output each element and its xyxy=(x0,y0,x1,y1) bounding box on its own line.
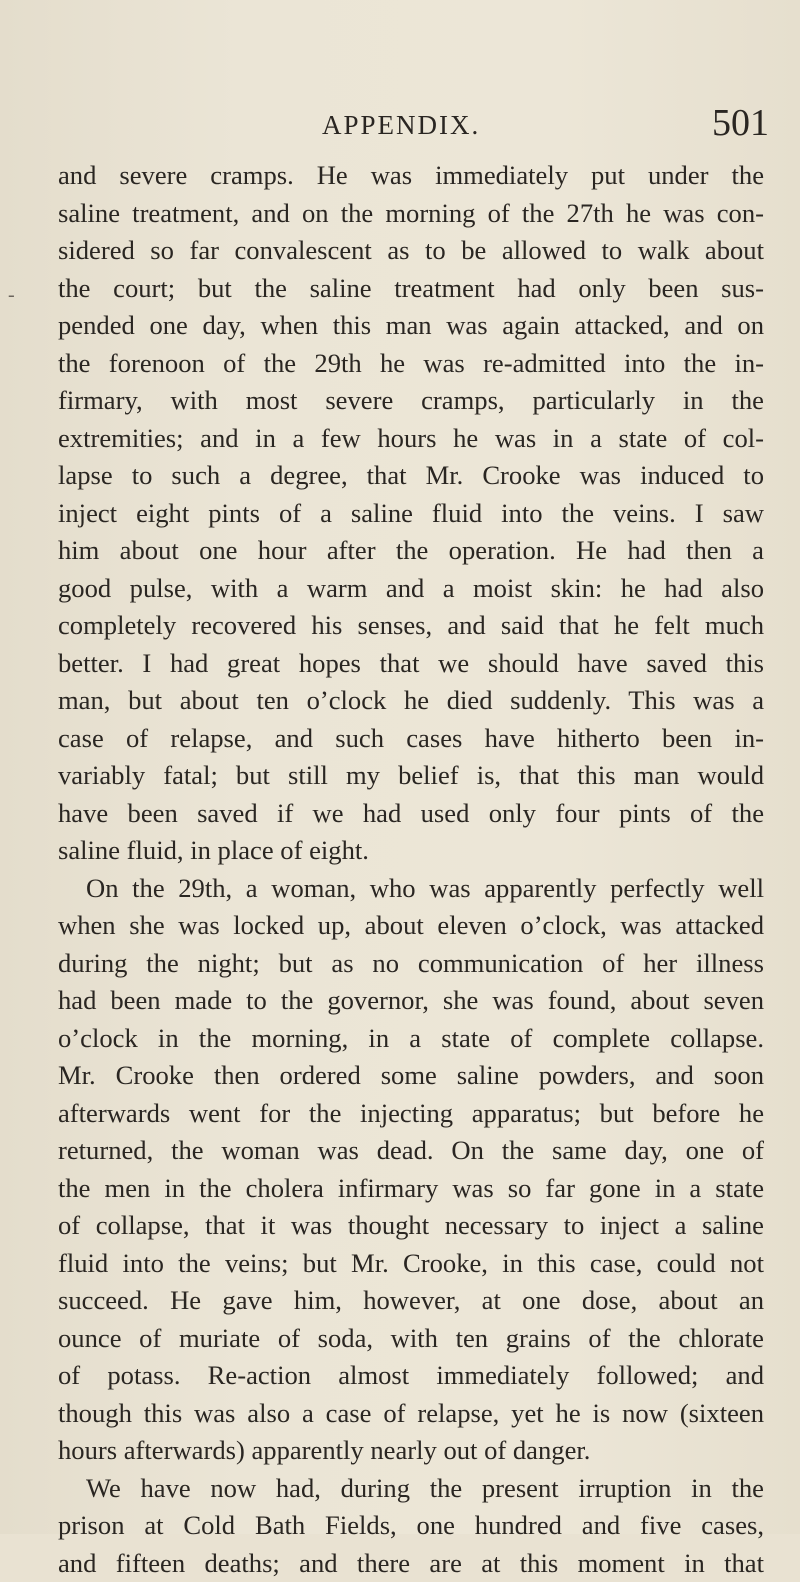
text-line: sidered so far convalescent as to be allowed to walk about xyxy=(58,232,764,270)
text-line: Mr. Crooke then ordered some saline powders, and soon xyxy=(58,1057,764,1095)
text-line: succeed. He gave him, however, at one dose, about an xyxy=(58,1282,764,1320)
text-line: We have now had, during the present irruption in the xyxy=(58,1470,764,1508)
text-line: case of relapse, and such cases have hitherto been in- xyxy=(58,720,764,758)
text-line: though this was also a case of relapse, yet he is now (sixteen xyxy=(58,1395,764,1433)
text-line: the forenoon of the 29th he was re-admitted into the in- xyxy=(58,345,764,383)
text-line: better. I had great hopes that we should have saved this xyxy=(58,645,764,683)
text-line: had been made to the governor, she was found, about seven xyxy=(58,982,764,1020)
page-number: 501 xyxy=(712,101,769,145)
text-line: have been saved if we had used only four pints of the xyxy=(58,795,764,833)
text-line: prison at Cold Bath Fields, one hundred and five cases, xyxy=(58,1507,764,1545)
text-line: of potass. Re-action almost immediately followed; and xyxy=(58,1357,764,1395)
text-line: when she was locked up, about eleven o’clock, was attacked xyxy=(58,907,764,945)
text-line: completely recovered his senses, and said that he felt much xyxy=(58,607,764,645)
text-line: variably fatal; but still my belief is, that this man would xyxy=(58,757,764,795)
text-line: hours afterwards) apparently nearly out of danger. xyxy=(58,1432,764,1470)
text-line: o’clock in the morning, in a state of complete collapse. xyxy=(58,1020,764,1058)
text-line: pended one day, when this man was again attacked, and on xyxy=(58,307,764,345)
text-line: inject eight pints of a saline fluid into the veins. I saw xyxy=(58,495,764,533)
text-line: fluid into the veins; but Mr. Crooke, in this case, could not xyxy=(58,1245,764,1283)
text-line: of collapse, that it was thought necessary to inject a saline xyxy=(58,1207,764,1245)
text-line: good pulse, with a warm and a moist skin: he had also xyxy=(58,570,764,608)
body-text xyxy=(58,157,764,1582)
text-line: during the night; but as no communication of her illness xyxy=(58,945,764,983)
text-line: the men in the cholera infirmary was so far gone in a state xyxy=(58,1170,764,1208)
text-line: lapse to such a degree, that Mr. Crooke was induced to xyxy=(58,457,764,495)
text-line: firmary, with most severe cramps, particularly in the xyxy=(58,382,764,420)
text-line: the court; but the saline treatment had only been sus- xyxy=(58,270,764,308)
text-line: saline fluid, in place of eight. xyxy=(58,832,764,870)
text-line: On the 29th, a woman, who was apparently perfectly well xyxy=(58,870,764,908)
running-head xyxy=(0,98,800,138)
text-line: him about one hour after the operation. He had then a xyxy=(58,532,764,570)
text-line: saline treatment, and on the morning of the 27th he was con- xyxy=(58,195,764,233)
text-line: and severe cramps. He was immediately put under the xyxy=(58,157,764,195)
margin-mark: - xyxy=(8,284,15,307)
text-line: ounce of muriate of soda, with ten grains of the chlorate xyxy=(58,1320,764,1358)
text-line: man, but about ten o’clock he died suddenly. This was a xyxy=(58,682,764,720)
text-line: and fifteen deaths; and there are at this moment in that xyxy=(58,1545,764,1582)
text-line: returned, the woman was dead. On the same day, one of xyxy=(58,1132,764,1170)
running-title: APPENDIX. xyxy=(322,110,480,141)
text-line: extremities; and in a few hours he was in a state of col- xyxy=(58,420,764,458)
text-line: afterwards went for the injecting apparatus; but before he xyxy=(58,1095,764,1133)
